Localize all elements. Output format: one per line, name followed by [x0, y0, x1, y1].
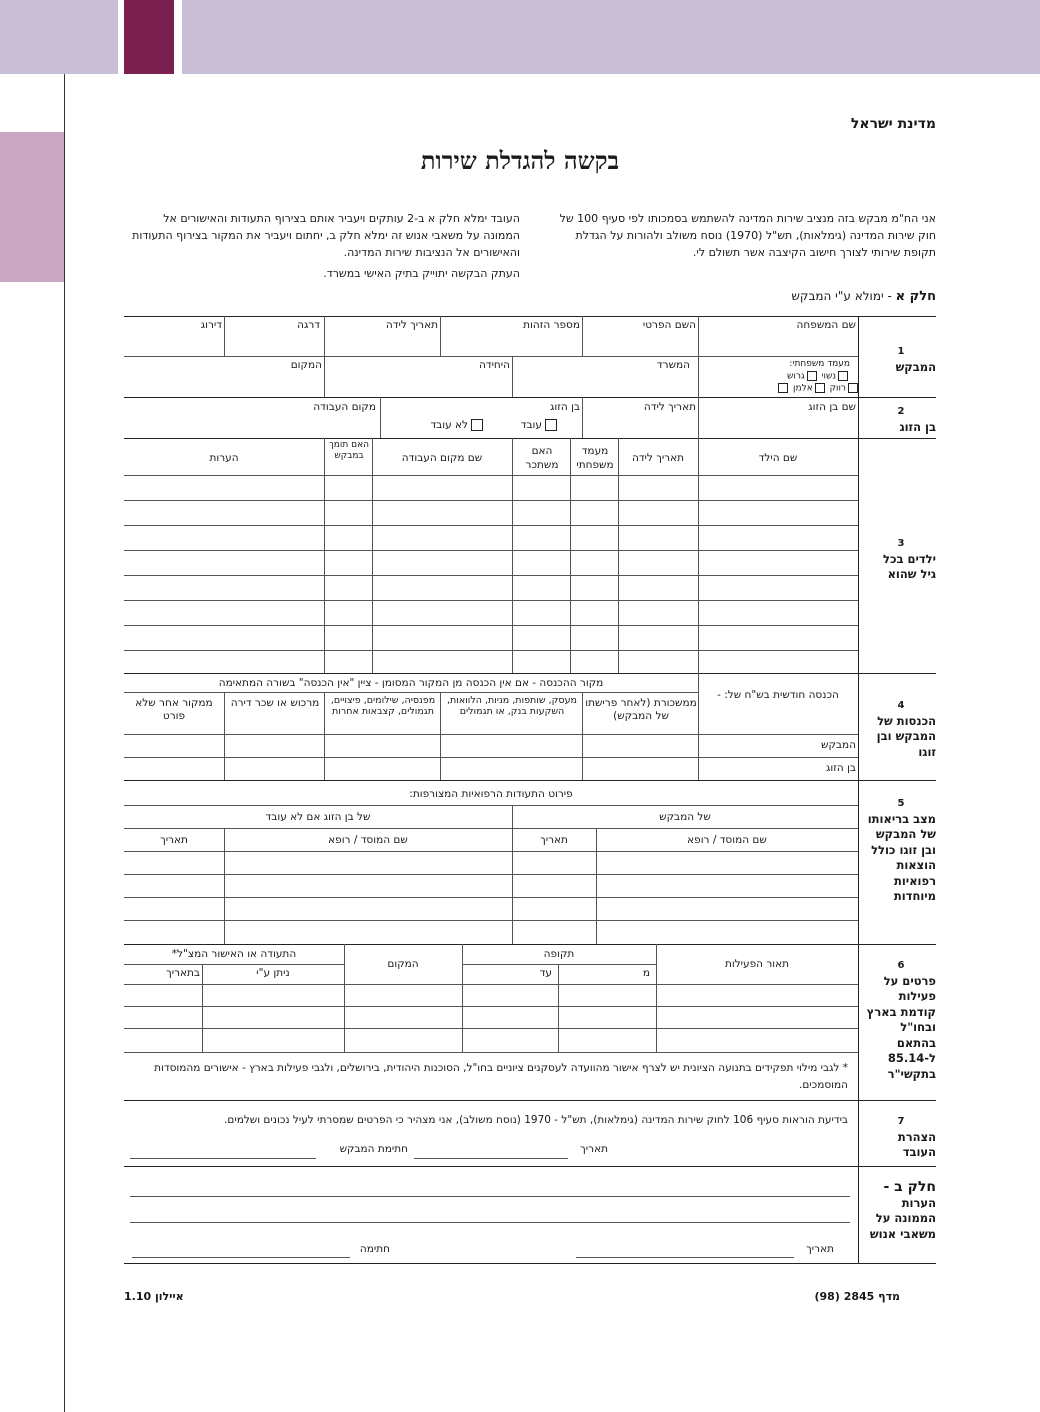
intro-left-paragraph-2: העתק הבקשה יתוייק בתיק האישי במשרד.: [323, 267, 520, 280]
medical-header: פירוט התעודות הרפואיות המצורפות:: [409, 788, 573, 800]
given-by-header: ניתן ע"י: [256, 967, 290, 979]
children-row-line: [124, 500, 858, 501]
section-6-label: 6 פרטים על פעילות קודמת בארץ ובחו"ל בהתאם ל-85.14 בתקשי"ר: [866, 960, 936, 1081]
period-header: תקופה: [543, 948, 575, 960]
children-row-line: [124, 525, 858, 526]
top-banner-divider: [118, 0, 124, 74]
family-name-label: שם המשפחה: [796, 319, 856, 331]
part-b-comment-line[interactable]: [130, 1196, 850, 1197]
form-bottom-border: [124, 1263, 936, 1264]
children-row-line: [124, 600, 858, 601]
grade-label: דירוג: [200, 319, 222, 331]
col-divider: [512, 805, 513, 944]
footer-left-code: איילון 1.10: [124, 1290, 184, 1303]
activity-header-bottom: [124, 984, 858, 985]
col-divider: [372, 438, 373, 673]
section-1-label: 1 המבקש: [895, 346, 936, 374]
part-a-heading: [791, 289, 936, 304]
intro-left-text: [124, 210, 520, 282]
section-3-bottom: [124, 673, 936, 674]
medical-columns-bottom: [124, 851, 858, 852]
declaration-date-label: תאריך: [580, 1143, 608, 1155]
spouse-workplace-label: מקום העבודה: [313, 401, 376, 413]
medical-spouse-institution-header: שם המוסד / רופא: [328, 834, 408, 846]
child-name-header: שם הילד: [758, 452, 798, 464]
medical-applicant-institution-header: שם המוסד / רופא: [687, 834, 767, 846]
col-divider: [324, 692, 325, 780]
top-banner-divider: [174, 0, 182, 74]
spouse-birth-date-label: תאריך לידה: [643, 401, 696, 413]
income-header-bottom: [124, 734, 858, 735]
checkbox-not-works[interactable]: [471, 419, 483, 431]
marital-options-row-2: רווק אלמן: [776, 383, 860, 394]
section-7-bottom: [124, 1166, 936, 1167]
income-pensions-header: מפנסיה, שילומים, פיצויים, תגמולים, קצבאות אחרות: [330, 695, 436, 717]
place-label: המקום: [290, 359, 322, 371]
activity-rows-bottom: [124, 1052, 858, 1053]
section-4-label: 4 הכנסות של המבקש ובן זוגו: [876, 700, 936, 759]
on-date-header: בתאריך: [166, 967, 200, 979]
col-divider: [380, 397, 381, 438]
col-divider: [512, 438, 513, 673]
medical-row-line: [124, 920, 858, 921]
col-divider: [698, 438, 699, 673]
part-b-date-line[interactable]: [576, 1257, 794, 1258]
income-salary-header: ממשכורת (לאחר פרישתו של המבקש): [585, 697, 697, 722]
income-spouse-label: בן הזוג: [826, 762, 856, 774]
part-b-comment-line[interactable]: [130, 1222, 850, 1223]
col-divider: [698, 316, 699, 397]
income-source-header: מקור ההכנסה - אם אין הכנסה מן המקור המסומן - ציין "אין הכנסה" בשורה המתאימה: [218, 677, 604, 689]
checkbox-divorced[interactable]: [807, 371, 817, 381]
checkbox-married[interactable]: [838, 371, 848, 381]
period-from-header: מ: [642, 967, 650, 979]
section-1-bottom: [124, 397, 936, 398]
children-row-line: [124, 625, 858, 626]
activity-row-line: [124, 1006, 858, 1007]
declaration-text: בידיעת הוראות סעיף 106 לחוק שירות המדינה (גימלאות), תש"ל - 1970 (נוסח משולב), אני מצהיר כי הפרטים שמסרתי לעיל נכונים ושלמים.: [224, 1114, 848, 1126]
section-7-label: 7 הצהרת העובד: [897, 1116, 936, 1159]
col-divider: [440, 692, 441, 780]
income-applicant-label: המבקש: [821, 739, 856, 751]
left-margin-rule: [64, 74, 65, 1412]
col-divider: [324, 438, 325, 673]
spouse-name-label: שם בן הזוג: [808, 401, 856, 413]
col-divider: [698, 673, 699, 780]
section-label-divider: [858, 316, 859, 1264]
row1-divider: [124, 356, 858, 357]
col-divider: [618, 438, 619, 673]
intro-right-text: אני הח"מ מבקש בזה מנציב שירות המדינה להשתמש בסמכותו לפי סעיף 100 של חוק שירות המדינה (גימלאות), תש"ל (1970) נוסח משולב ולהורות על הגדלת תקופת שירותי לצורך חישוב הקיצבה אשר תשולם לי.: [559, 212, 936, 259]
children-row-line: [124, 650, 858, 651]
activity-footnote: * לגבי מילוי תפקידים בתנועה הציונית יש לצרף אישור מהוועדה לעסקנים ציוניים בחו"ל, הסוכנות היהודית, בירושלים, ולגבי פעילות בארץ - אישורים מהמוסדות המוסמכים.: [154, 1062, 848, 1091]
activity-place-header: המקום: [387, 958, 419, 970]
col-divider: [582, 692, 583, 780]
col-divider: [570, 438, 571, 673]
certificate-subheader-line: [124, 964, 344, 965]
form-top-border: [124, 316, 936, 317]
part-b-signature-line[interactable]: [132, 1257, 350, 1258]
child-supported-header: האם תומך במבקש: [328, 440, 370, 461]
child-workplace-header: שם מקום העבודה: [401, 452, 483, 464]
income-source-header-bottom: [124, 692, 698, 693]
marital-options-row-1: נשוי גרוש: [787, 371, 850, 382]
part-a-subtitle: - ימולא ע"י המבקש: [791, 289, 892, 303]
rank-label: דרגה: [297, 319, 320, 331]
section-3-label: 3 ילדים בכל גיל שהוא: [883, 538, 936, 581]
period-subheader-line: [462, 964, 656, 965]
footer-right-code: מדף 2845 (98): [814, 1290, 900, 1303]
income-business-header: מעסק, שותפות, מניות, הלוואות, השקעות בנק, או תגמולים: [447, 695, 577, 717]
section-5-label: 5 מצב בריאותו של המבקש ובן זוגו כולל הוצאות רפואיות מיוחדות: [867, 798, 936, 903]
spouse-label: בן הזוג: [550, 401, 580, 413]
child-birth-date-header: תאריך לידה: [631, 452, 685, 464]
part-a-title: חלק א: [895, 289, 936, 304]
marital-status-label: מעמד משפחתי:: [789, 359, 850, 369]
col-divider: [224, 316, 225, 356]
state-name: מדינת ישראל: [850, 116, 936, 132]
checkbox-works[interactable]: [545, 419, 557, 431]
medical-applicant-header: של המבקש: [659, 811, 711, 823]
unit-label: היחידה: [478, 359, 510, 371]
activity-description-header: תאור הפעילות: [724, 958, 790, 970]
income-row-line: [124, 757, 858, 758]
spouse-not-works-option: לא עובד: [430, 419, 486, 431]
monthly-income-header: הכנסה חודשית בש"ח של: -: [717, 689, 839, 701]
applicant-signature-label: חתימת המבקש: [339, 1143, 408, 1155]
top-banner-accent: [124, 0, 174, 74]
certificate-header: התעודה או האישור המצ"ל*: [171, 948, 297, 960]
intro-left-paragraph-1: העובד ימלא חלק א ב-2 עותקים ויעביר אותם בצירוף התעודות והאישורים אל הממונה על משאבי אנוש זה ימלא חלק ב, יחתום ויעביר את המקור בצירוף התעודות והאישורים אל הנציבות שירות המדינה.: [132, 212, 520, 259]
children-row-line: [124, 550, 858, 551]
declaration-date-line[interactable]: [414, 1158, 568, 1159]
checkbox-bachelor[interactable]: [848, 383, 858, 393]
income-rent-header: מרכוש או שכר דירה: [230, 697, 320, 709]
col-divider: [224, 692, 225, 780]
section-2-bottom: [124, 438, 936, 439]
child-marital-header: מעמד משפחתי: [576, 445, 614, 471]
income-other-header: ממקור אחר שלא פורט: [135, 697, 213, 722]
children-header-bottom: [124, 475, 858, 476]
col-divider: [582, 397, 583, 438]
checkbox-extra[interactable]: [778, 383, 788, 393]
spouse-works-option: עובד: [521, 419, 560, 431]
medical-row-line: [124, 897, 858, 898]
medical-spouse-date-header: תאריך: [160, 834, 188, 846]
medical-header-bottom: [124, 805, 858, 806]
section-6-bottom: [124, 1100, 936, 1101]
checkbox-widower[interactable]: [815, 383, 825, 393]
col-divider: [698, 397, 699, 438]
birth-date-label: תאריך לידה: [385, 319, 438, 331]
section-5-bottom: [124, 944, 936, 945]
col-divider: [440, 316, 441, 356]
activity-row-line: [124, 1028, 858, 1029]
medical-subheader-bottom: [124, 828, 858, 829]
col-divider: [512, 356, 513, 397]
child-earns-header: האם משתכר: [525, 445, 559, 471]
part-b-label: חלק ב - הערות הממונה על משאבי אנוש: [869, 1179, 936, 1241]
section-2-label: 2 בן הזוג: [897, 406, 936, 434]
col-divider: [558, 964, 559, 1052]
period-to-header: עד: [539, 967, 552, 979]
col-divider: [582, 316, 583, 356]
applicant-signature-line[interactable]: [130, 1158, 316, 1159]
col-divider: [462, 944, 463, 1052]
section-4-bottom: [124, 780, 936, 781]
medical-applicant-date-header: תאריך: [540, 834, 568, 846]
child-notes-header: הערות: [209, 452, 239, 464]
id-number-label: מספר הזהות: [523, 319, 580, 331]
medical-row-line: [124, 874, 858, 875]
children-row-line: [124, 575, 858, 576]
ministry-label: המשרד: [656, 359, 690, 371]
medical-spouse-header: של בן הזוג אם לא עובד: [265, 811, 371, 823]
col-divider: [324, 316, 325, 397]
part-b-date-label: תאריך: [806, 1243, 834, 1255]
form-title: בקשה להגדלת שירות: [420, 146, 620, 175]
part-b-signature-label: חתימה: [359, 1243, 390, 1255]
first-name-label: השם הפרטי: [642, 319, 696, 331]
